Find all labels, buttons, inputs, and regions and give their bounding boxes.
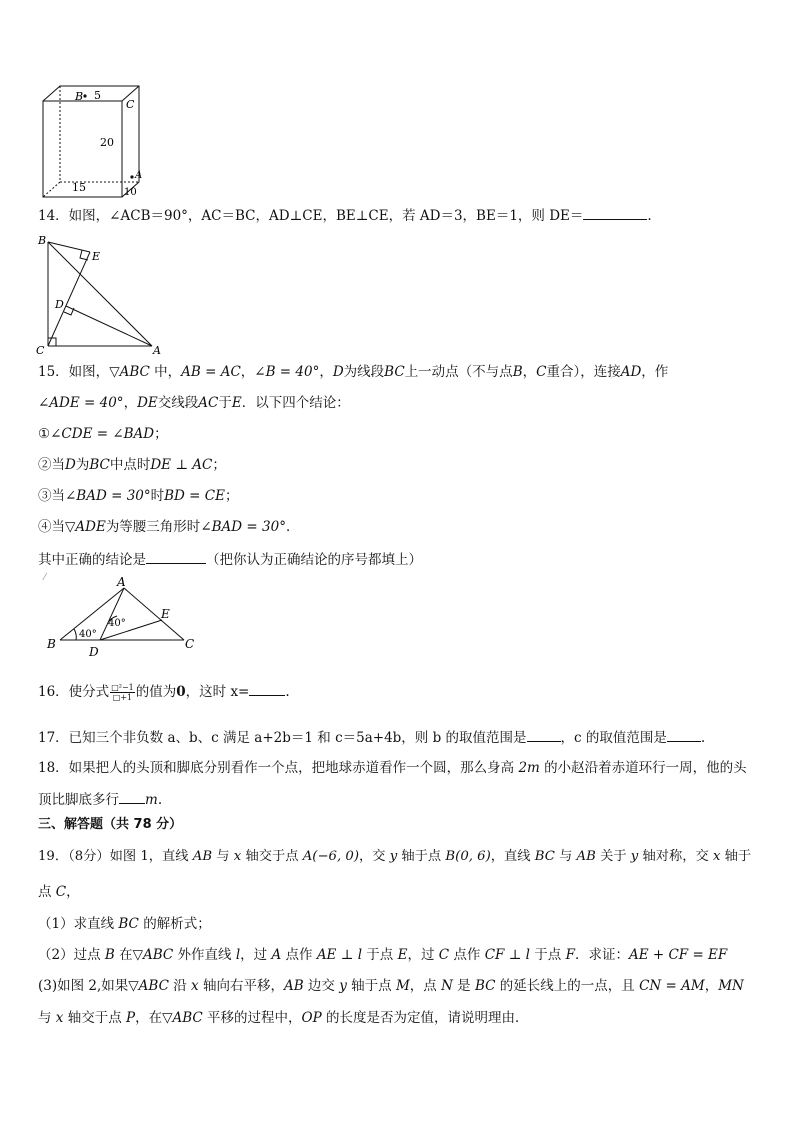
question-15-line-2: ∠ADE = 40°，DE交线段AC于E．以下四个结论：: [38, 395, 350, 411]
answer-blank-15[interactable]: [146, 549, 206, 564]
label-d: D: [89, 645, 99, 659]
label-b: B: [47, 637, 56, 651]
label-e: E: [92, 250, 101, 263]
conclusion-2: ②当D为BC中点时DE ⊥ AC；: [38, 457, 226, 473]
conclusion-1: ①∠CDE = ∠BAD；: [38, 426, 168, 442]
svg-text:⁄: ⁄: [44, 573, 46, 583]
question-19-line-1: 19．（8分）如图 1，直线 AB 与 x 轴交于点 A(−6, 0)，交 y 轴于点 B(0, 6)，直线 BC 与 AB 关于 y 轴对称，交 x 轴于: [38, 849, 752, 864]
conclusion-3: ③当∠BAD = 30°时BD = CE；: [38, 488, 239, 504]
label-c: C: [36, 344, 45, 357]
label-a: A: [117, 575, 126, 589]
label-b: B: [38, 234, 47, 247]
triangle-figure-14: [30, 232, 170, 356]
angle-label-adc: 40°: [108, 618, 126, 629]
answer-blank-17b[interactable]: [667, 727, 701, 742]
label-15: 15: [72, 181, 86, 194]
label-b: B: [75, 90, 84, 103]
conclusion-4: ④当▽ADE为等腰三角形时∠BAD = 30°．: [38, 519, 300, 535]
label-a: A: [135, 170, 143, 181]
answer-blank-17a[interactable]: [527, 727, 561, 742]
label-c: C: [126, 98, 135, 111]
question-15-answer-line: 其中正确的结论是 （把你认为正确结论的序号都填上）: [38, 549, 422, 570]
question-14: 14．如图，∠ACB＝90°，AC＝BC，AD⊥CE，BE⊥CE，若 AD＝3，BE＝1，则 DE＝ .: [38, 205, 652, 226]
label-20: 20: [100, 136, 114, 149]
section-heading: 三、解答题（共 78 分）: [38, 817, 183, 832]
question-17: 17．已知三个非负数 a、b、c 满足 a+2b＝1 和 c＝5a+4b，则 b 的取值范围是 ，c 的取值范围是 .: [38, 727, 705, 748]
answer-blank-18[interactable]: [119, 789, 145, 804]
question-19-part-2: （2）过点 B 在▽ABC 外作直线 l，过 A 点作 AE ⊥ l 于点 E，过 C 点作 CF ⊥ l 于点 F．求证：AE + CF = EF: [38, 947, 728, 963]
label-10: 10: [124, 187, 137, 198]
answer-blank-14[interactable]: [583, 205, 647, 220]
label-e: E: [161, 607, 170, 621]
label-a: A: [153, 344, 161, 357]
label-c: C: [185, 637, 195, 651]
cuboid-figure: [38, 84, 143, 200]
question-18-line-2: 顶比脚底多行 m.: [38, 789, 162, 810]
label-d: D: [55, 298, 64, 311]
question-15-line-1: 15．如图，▽ABC 中，AB = AC，∠B = 40°，D为线段BC上一动点（不与点B，C重合），连接AD，作: [38, 364, 669, 380]
label-5: 5: [94, 89, 101, 102]
question-16: 16．使分式 $\frac{\text{□²−1}}{□+1}$ 的值为0，这时 x= .: [38, 683, 290, 702]
question-19-part-3: (3)如图 2,如果▽ABC 沿 x 轴向右平移，AB 边交 y 轴于点 M，点 N 是 BC 的延长线上的一点，且 CN = AM，MN: [38, 978, 744, 994]
question-19-part-1: （1）求直线 BC 的解析式；: [38, 916, 211, 932]
question-19-line-2: 点 C，: [38, 884, 80, 900]
angle-label-b: 40°: [79, 629, 97, 640]
fraction: $\frac{\text{□²−1}}{□+1}$: [111, 683, 134, 702]
question-19-part-3-cont: 与 x 轴交于点 P，在▽ABC 平移的过程中，OP 的长度是否为定值，请说明理由．: [38, 1010, 529, 1026]
question-18-line-1: 18．如果把人的头顶和脚底分别看作一个点，把地球赤道看作一个圆，那么身高 2m 的小赵沿着赤道环行一周，他的头: [38, 760, 747, 776]
answer-blank-16[interactable]: [249, 681, 285, 696]
triangle-figure-15: [44, 574, 204, 660]
